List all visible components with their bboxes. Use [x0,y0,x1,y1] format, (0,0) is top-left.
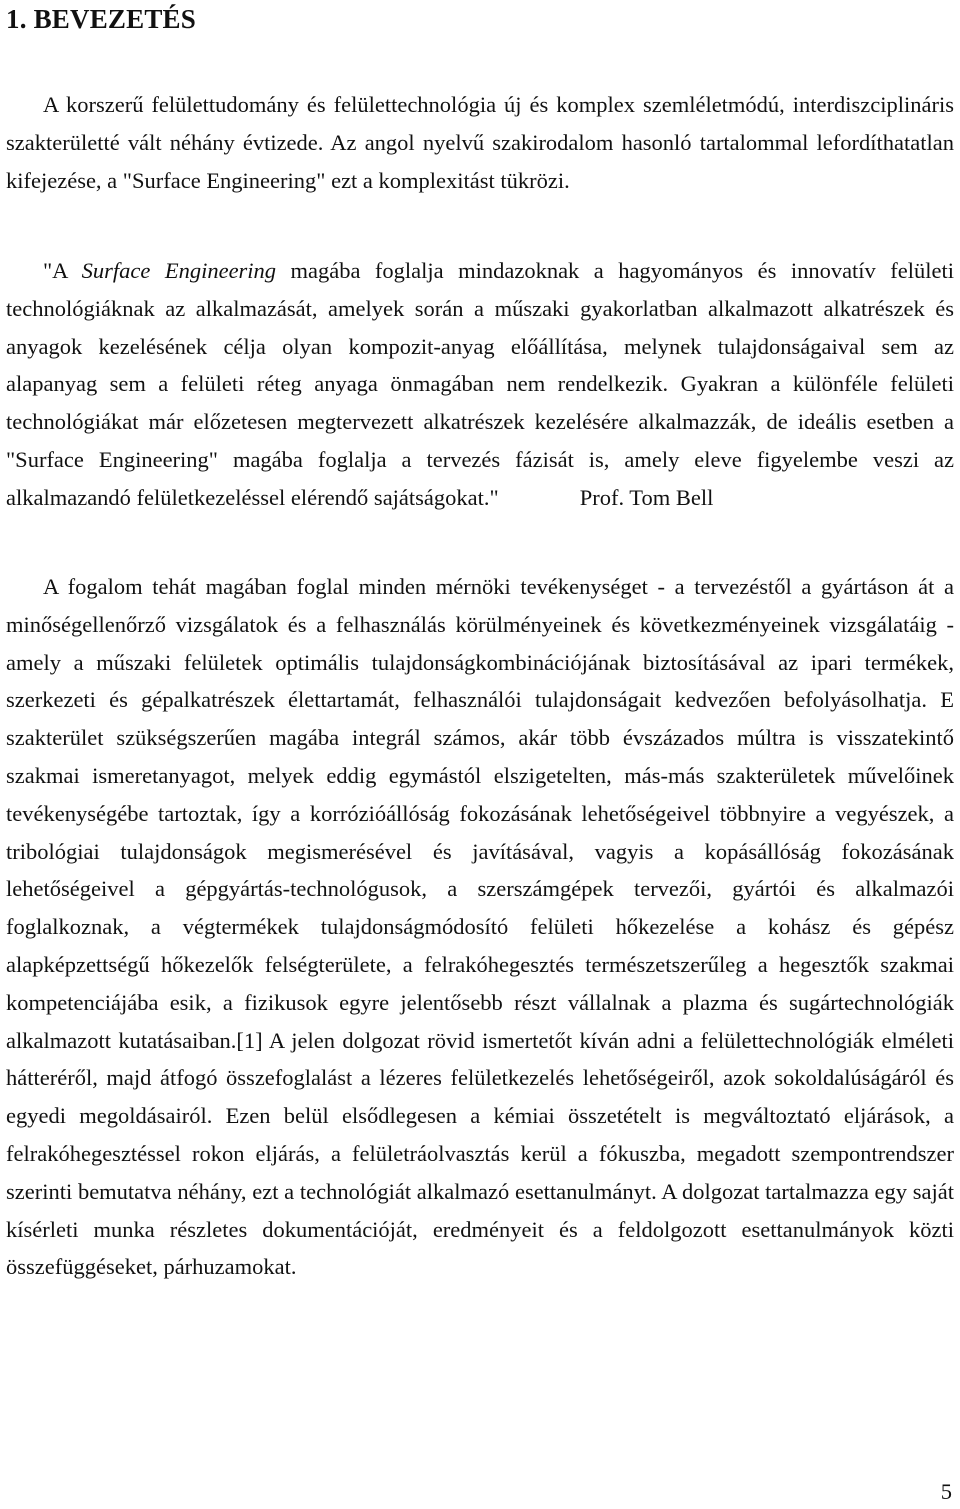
page-number: 5 [940,1479,952,1504]
intro-paragraph: A korszerű felülettudomány és felülettechnológia új és komplex szemléletmódú, interdiszciplináris szakterületté vált néhány évtizede. Az angol nyelvű szakirodalom hasonló tartalommal lefordíthatatlan kifejezése, a "Surface Engineering" ezt a komplexitást tükrözi. [6,92,954,193]
quote-attribution: Prof. Tom Bell [579,484,714,510]
quote-term: Surface Engineering [81,258,277,283]
quote-open: "A [43,258,82,283]
section-heading: 1. BEVEZETÉS [6,4,196,34]
body-paragraph: A fogalom tehát magában foglal minden mérnöki tevékenységet - a tervezéstől a gyártáson át a minőségellenőrző vizsgálatok és a felhasználás körülményeinek és következményeinek vizsgálatáig - amely a műszaki felületek optimális tulajdonságkombinációjának biztosításával az ipari termékek, szerkezeti és gépalkatrészek élettartamát, felhasználói tulajdonságait kedvezően befolyásolhatja. E szakterület szükségszerűen magába integrál számos, akár több évszázados múltra is visszatekintő szakmai ismeretanyagot, melyek eddig egymástól elszigetelten, más-más szakterületek művelőinek tevékenységébe tartoztak, így a korrózióállóság fokozásának lehetőségeivel többnyire a vegyészek, a tribológiai tulajdonságok megismerésével és javításával, vagyis a kopásállóság fokozásának lehetőségeivel a gépgyártás-technológusok, a szerszámgépek tervezői, gyártói és alkalmazói foglalkoznak, a végtermékek tulajdonságmódosító felületi hőkezelése a kohász és gépész alapképzettségű hőkezelők felségterülete, a felrakóhegesztés természetszerűleg a hegesztők szakmai kompetenciájába esik, a fizikusok egyre jelentősebb részt vállalnak a plazma és sugártechnológiák alkalmazott kutatásaiban.[1] A jelen dolgozat rövid ismertetőt kíván adni a felülettechnológiák elméleti hátteréről, majd átfogó összefoglalást a lézeres felületkezelés lehetőségeiről, azok sokoldalúságáról és egyedi megoldásairól. Ezen belül elsődlegesen a kémiai összetételt is megváltoztató eljárások, a felrakóhegesztéssel rokon eljárás, a felületráolvasztás kerül a fókuszba, megadott szempontrendszer szerinti bemutatva néhány, ezt a technológiát alkalmazó esettanulmányt. A dolgozat tartalmazza egy saját kísérleti munka részletes dokumentációját, eredményeit és a feldolgozott esettanulmányok közti összefüggéseket, párhuzamokat. [6,574,954,1280]
quote-paragraph [6,252,954,517]
quote-text: magába foglalja mindazoknak a hagyományos és innovatív felületi technológiáknak az alkalmazását, amelyek során a műszaki gyakorlatban alkalmazott alkatrészek és anyagok kezelésének célja olyan kompozit-anyag előállítása, melynek tulajdonságaival sem az alapanyag sem a felületi réteg anyaga önmagában nem rendelkezik. Gyakran a különféle felületi technológiákat már előzetesen megtervezett alkatrészek kezelésére alkalmazzák, de ideális esetben a "Surface Engineering" magába foglalja a tervezés fázisát is, amely eleve figyelembe veszi az alkalmazandó felületkezeléssel elérendő sajátságokat." [6,258,954,510]
